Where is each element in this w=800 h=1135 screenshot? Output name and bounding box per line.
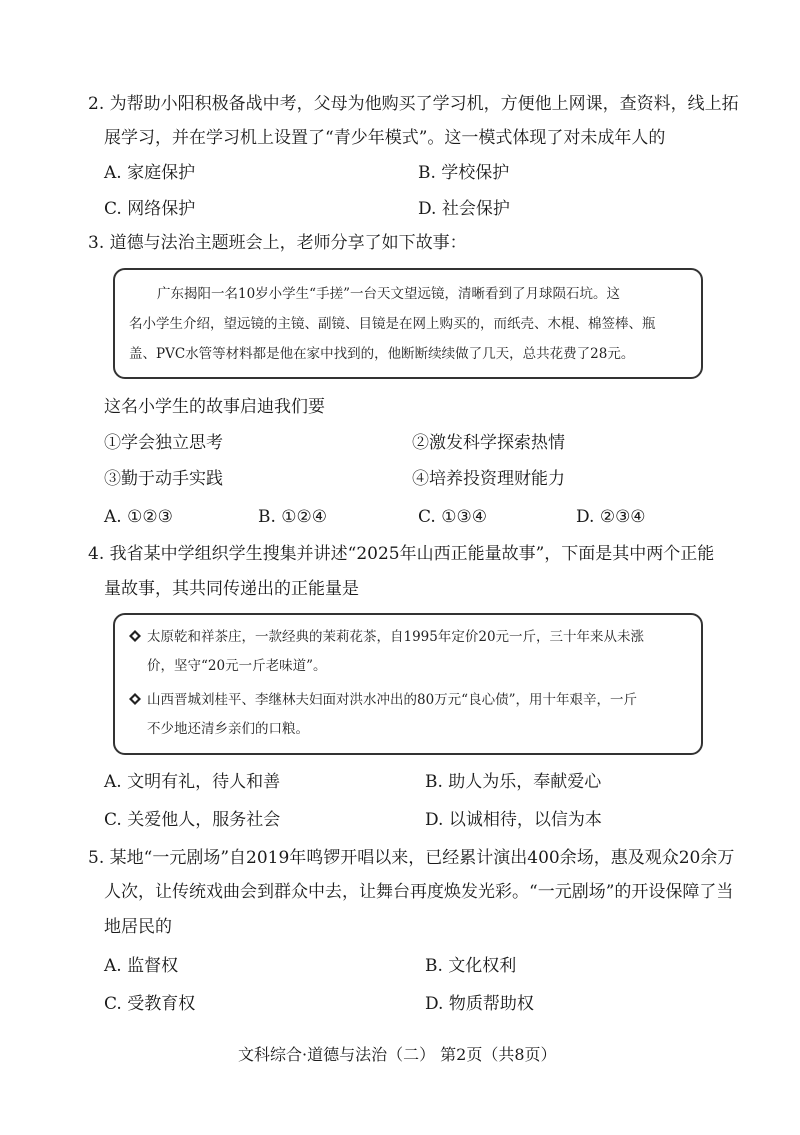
q5-option-d: D. 物质帮助权 — [425, 994, 534, 1014]
q5-option-a: A. 监督权 — [104, 956, 179, 976]
diamond-bullet-icon — [129, 630, 141, 642]
q2-option-d: D. 社会保护 — [418, 199, 510, 219]
q4-option-c: C. 关爱他人，服务社会 — [104, 810, 281, 830]
q3-story-box — [113, 268, 703, 379]
q3-item-4: ④培养投资理财能力 — [412, 469, 565, 489]
q4-story2-line1 — [129, 690, 637, 710]
q5-stem-line2: 人次，让传统戏曲会到群众中去，让舞台再度焕发光彩。“一元剧场”的开设保障了当 — [104, 882, 734, 902]
page-footer: 文科综合·道德与法治（二） 第2页（共8页） — [238, 1045, 557, 1064]
q4-stem-line1: 4. 我省某中学组织学生搜集并讲述“2025年山西正能量故事”，下面是其中两个正能 — [88, 544, 715, 564]
q4-story2-line2: 不少地还清乡亲们的口粮。 — [147, 721, 309, 737]
q4-story1-line1 — [129, 627, 644, 647]
q5-stem-line3: 地居民的 — [104, 917, 172, 937]
q3-item-1: ①学会独立思考 — [104, 433, 223, 453]
q3-question: 这名小学生的故事启迪我们要 — [104, 397, 325, 417]
q4-story2-text1: 山西晋城刘桂平、李继林夫妇面对洪水冲出的80万元“良心债”，用十年艰辛，一斤 — [147, 692, 637, 708]
q5-option-b: B. 文化权利 — [425, 956, 517, 976]
q4-option-b: B. 助人为乐，奉献爱心 — [425, 772, 602, 792]
q2-option-c: C. 网络保护 — [104, 199, 196, 219]
q4-story1-line2: 价，坚守“20元一斤老味道”。 — [147, 658, 327, 674]
q3-story-line2: 名小学生介绍，望远镜的主镜、副镜、目镜是在网上购买的，而纸壳、木棍、棉签棒、瓶 — [129, 316, 656, 332]
q2-option-a: A. 家庭保护 — [104, 163, 196, 183]
q4-option-d: D. 以诚相待，以信为本 — [425, 810, 602, 830]
q3-option-c: C. ①③④ — [418, 507, 487, 527]
q3-stem: 3. 道德与法治主题班会上，老师分享了如下故事： — [88, 233, 467, 253]
q3-option-d: D. ②③④ — [576, 507, 646, 527]
diamond-bullet-icon — [129, 693, 141, 705]
q5-option-c: C. 受教育权 — [104, 994, 196, 1014]
q4-option-a: A. 文明有礼，待人和善 — [104, 772, 281, 792]
q3-item-2: ②激发科学探索热情 — [412, 433, 565, 453]
q3-option-a: A. ①②③ — [104, 507, 173, 527]
q2-stem-line1: 2. 为帮助小阳积极备战中考，父母为他购买了学习机，方便他上网课，查资料，线上拓 — [88, 94, 739, 114]
q3-option-b: B. ①②④ — [258, 507, 328, 527]
q4-story-box — [113, 613, 703, 755]
q2-stem-line2: 展学习，并在学习机上设置了“青少年模式”。这一模式体现了对未成年人的 — [104, 128, 666, 148]
q3-story-line1: 广东揭阳一名10岁小学生“手搓”一台天文望远镜，清晰看到了月球陨石坑。这 — [157, 286, 620, 302]
q3-item-3: ③勤于动手实践 — [104, 469, 223, 489]
q5-stem-line1: 5. 某地“一元剧场”自2019年鸣锣开唱以来，已经累计演出400余场，惠及观众20余万 — [88, 848, 735, 868]
q4-stem-line2: 量故事，其共同传递出的正能量是 — [104, 579, 359, 599]
q4-story1-text1: 太原乾和祥茶庄，一款经典的茉莉花茶，自1995年定价20元一斤，三十年来从未涨 — [147, 629, 645, 645]
q3-story-line3: 盖、PVC水管等材料都是他在家中找到的，他断断续续做了几天，总共花费了28元。 — [129, 346, 635, 362]
q2-option-b: B. 学校保护 — [418, 163, 510, 183]
